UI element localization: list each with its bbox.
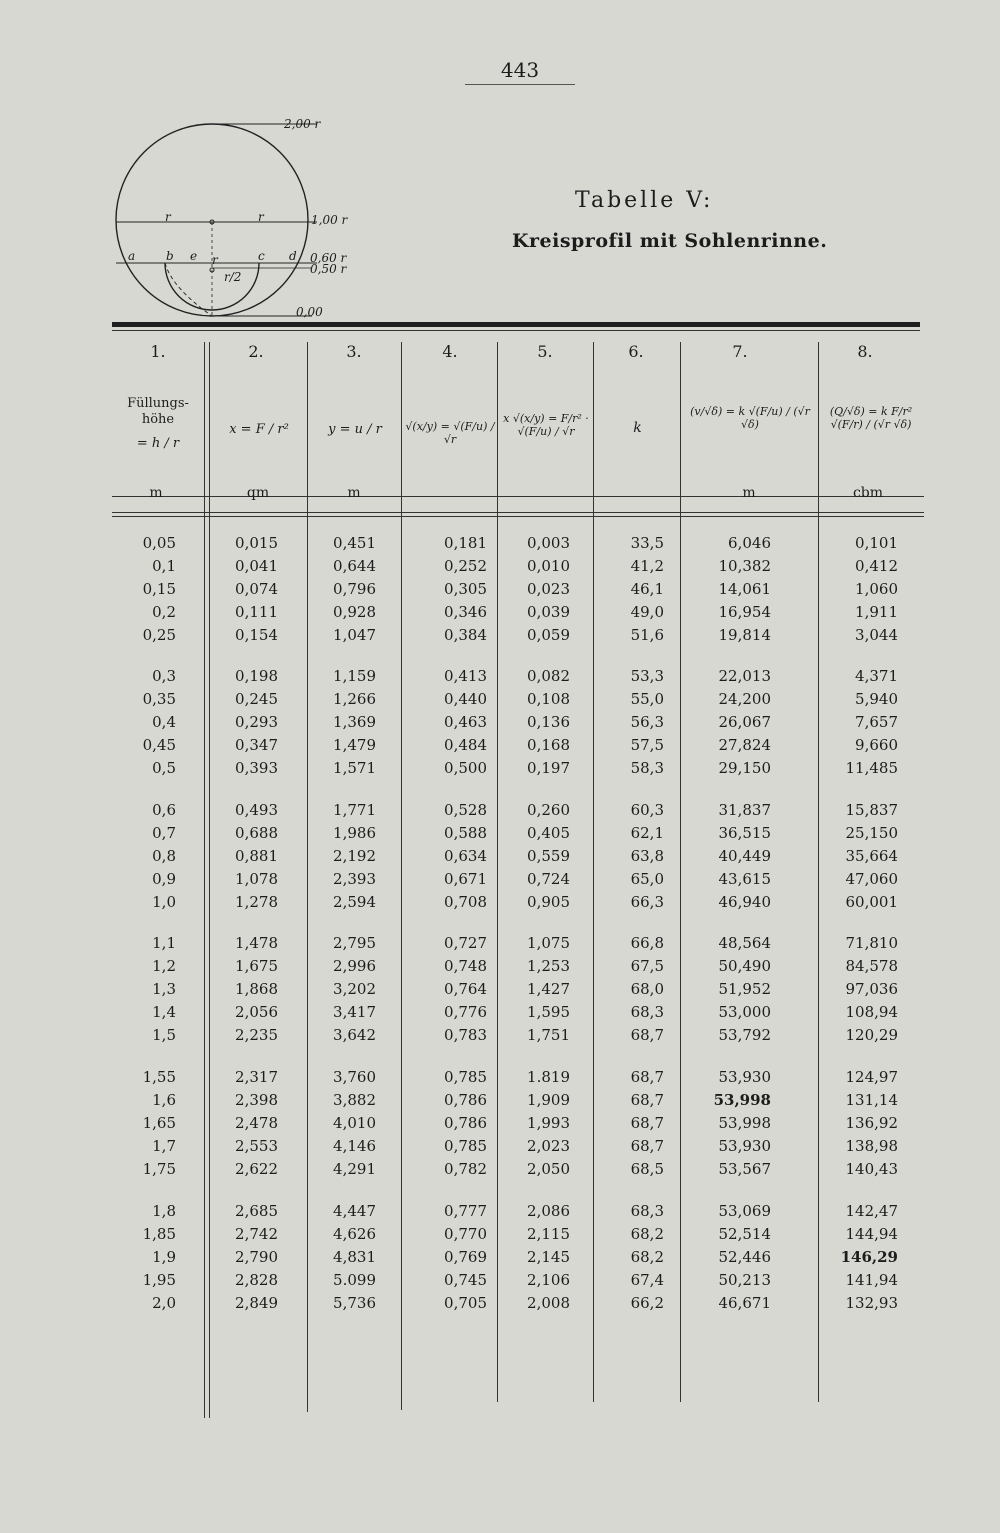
table-cell: 4,831	[333, 1248, 376, 1266]
table-subtitle: Kreisprofil mit Sohlenrinne.	[512, 230, 828, 252]
label-r-left: r	[165, 210, 171, 224]
table-cell: 51,6	[630, 626, 664, 644]
table-cell: 0,111	[235, 603, 278, 621]
table-cell: 0,347	[235, 736, 278, 754]
label-c: c	[258, 249, 265, 263]
table-cell: 0,384	[444, 626, 487, 644]
table-top-rule	[112, 322, 920, 327]
table-cell: 0,108	[527, 690, 570, 708]
column-4-formula: √(x/y) = √(F/u) / √r	[405, 420, 495, 446]
table-cell: 0,101	[855, 534, 898, 552]
table-cell: 26,067	[718, 713, 771, 731]
table-cell: 2,056	[235, 1003, 278, 1021]
label-r-small: r	[212, 253, 218, 267]
table-cell: 3,882	[333, 1091, 376, 1109]
table-cell: 50,213	[718, 1271, 771, 1289]
table-top-thin-rule	[112, 330, 920, 331]
table-cell: 2,795	[333, 934, 376, 952]
table-cell: 1,078	[235, 870, 278, 888]
table-cell: 0,776	[444, 1003, 487, 1021]
table-cell: 67,5	[630, 957, 664, 975]
label-e: e	[190, 249, 198, 263]
table-cell: 0,023	[527, 580, 570, 598]
table-cell: 66,3	[630, 893, 664, 911]
table-cell: 0,6	[152, 801, 176, 819]
table-cell: 29,150	[718, 759, 771, 777]
table-cell: 2,050	[527, 1160, 570, 1178]
table-cell: 2,393	[333, 870, 376, 888]
table-cell: 0,010	[527, 557, 570, 575]
column-number-2: 2.	[248, 342, 264, 361]
table-cell: 136,92	[845, 1114, 898, 1132]
table-cell: 53,998	[713, 1091, 771, 1109]
column-2-formula: x = F / r²	[229, 422, 289, 437]
table-cell: 53,000	[718, 1003, 771, 1021]
table-cell: 0,25	[142, 626, 176, 644]
table-cell: 7,657	[855, 713, 898, 731]
column-number-4: 4.	[442, 342, 458, 361]
table-cell: 3,044	[855, 626, 898, 644]
table-cell: 56,3	[630, 713, 664, 731]
table-cell: 0,634	[444, 847, 487, 865]
table-cell: 1,771	[333, 801, 376, 819]
table-cell: 71,810	[845, 934, 898, 952]
table-cell: 52,446	[718, 1248, 771, 1266]
table-cell: 2,685	[235, 1202, 278, 1220]
table-cell: 51,952	[718, 980, 771, 998]
table-cell: 40,449	[718, 847, 771, 865]
column-number-7: 7.	[732, 342, 748, 361]
table-cell: 2,145	[527, 1248, 570, 1266]
table-cell: 1,95	[142, 1271, 176, 1289]
table-cell: 68,2	[630, 1225, 664, 1243]
table-cell: 0,440	[444, 690, 487, 708]
column-number-1: 1.	[150, 342, 166, 361]
table-cell: 1,675	[235, 957, 278, 975]
column-number-6: 6.	[628, 342, 644, 361]
table-cell: 2,192	[333, 847, 376, 865]
table-cell: 3,417	[333, 1003, 376, 1021]
table-cell: 0,168	[527, 736, 570, 754]
table-cell: 0,074	[235, 580, 278, 598]
table-cell: 22,013	[718, 667, 771, 685]
table-cell: 4,626	[333, 1225, 376, 1243]
table-cell: 25,150	[845, 824, 898, 842]
table-cell: 1,85	[142, 1225, 176, 1243]
table-cell: 0,881	[235, 847, 278, 865]
table-cell: 9,660	[855, 736, 898, 754]
table-cell: 1,7	[152, 1137, 176, 1155]
table-cell: 27,824	[718, 736, 771, 754]
table-cell: 0,3	[152, 667, 176, 685]
table-cell: 2,790	[235, 1248, 278, 1266]
table-cell: 68,7	[630, 1114, 664, 1132]
table-cell: 0,197	[527, 759, 570, 777]
table-cell: 3,202	[333, 980, 376, 998]
table-cell: 1.819	[527, 1068, 570, 1086]
table-cell: 1,4	[152, 1003, 176, 1021]
table-cell: 0,5	[152, 759, 176, 777]
table-cell: 62,1	[630, 824, 664, 842]
column-1-label-line1: Füllungs-	[127, 396, 189, 411]
table-cell: 15,837	[845, 801, 898, 819]
table-cell: 48,564	[718, 934, 771, 952]
table-cell: 5,940	[855, 690, 898, 708]
table-cell: 55,0	[630, 690, 664, 708]
table-cell: 68,3	[630, 1202, 664, 1220]
table-cell: 0,4	[152, 713, 176, 731]
table-cell: 2,828	[235, 1271, 278, 1289]
table-cell: 0,451	[333, 534, 376, 552]
table-cell: 0,8	[152, 847, 176, 865]
table-cell: 35,664	[845, 847, 898, 865]
table-cell: 1,047	[333, 626, 376, 644]
table-cell: 0,785	[444, 1137, 487, 1155]
table-cell: 0,484	[444, 736, 487, 754]
table-cell: 68,7	[630, 1137, 664, 1155]
table-cell: 2,317	[235, 1068, 278, 1086]
table-cell: 19,814	[718, 626, 771, 644]
table-cell: 2,622	[235, 1160, 278, 1178]
table-cell: 16,954	[718, 603, 771, 621]
table-cell: 4,371	[855, 667, 898, 685]
table-cell: 1,3	[152, 980, 176, 998]
table-cell: 24,200	[718, 690, 771, 708]
table-cell: 1,911	[855, 603, 898, 621]
table-cell: 0,777	[444, 1202, 487, 1220]
table-cell: 4,291	[333, 1160, 376, 1178]
table-cell: 57,5	[630, 736, 664, 754]
table-cell: 49,0	[630, 603, 664, 621]
table-cell: 2,996	[333, 957, 376, 975]
table-cell: 53,792	[718, 1026, 771, 1044]
table-cell: 1,8	[152, 1202, 176, 1220]
column-1-label-line2: höhe	[141, 412, 175, 427]
table-cell: 36,515	[718, 824, 771, 842]
table-cell: 144,94	[845, 1225, 898, 1243]
table-cell: 68,7	[630, 1068, 664, 1086]
table-cell: 0,493	[235, 801, 278, 819]
column-3-formula: y = u / r	[328, 422, 382, 437]
table-cell: 65,0	[630, 870, 664, 888]
table-cell: 1,253	[527, 957, 570, 975]
table-cell: 1,751	[527, 1026, 570, 1044]
table-cell: 0,7	[152, 824, 176, 842]
table-cell: 0,463	[444, 713, 487, 731]
table-cell: 68,5	[630, 1160, 664, 1178]
table-cell: 2,478	[235, 1114, 278, 1132]
table-cell: 0,769	[444, 1248, 487, 1266]
table-cell: 0,671	[444, 870, 487, 888]
table-cell: 5,736	[333, 1294, 376, 1312]
table-cell: 97,036	[845, 980, 898, 998]
table-cell: 0,039	[527, 603, 570, 621]
table-cell: 0,405	[527, 824, 570, 842]
table-cell: 0,015	[235, 534, 278, 552]
table-cell: 1,986	[333, 824, 376, 842]
table-cell: 0,245	[235, 690, 278, 708]
table-cell: 46,1	[630, 580, 664, 598]
table-cell: 0,9	[152, 870, 176, 888]
table-cell: 0,252	[444, 557, 487, 575]
table-cell: 0,45	[142, 736, 176, 754]
table-cell: 0,35	[142, 690, 176, 708]
table-cell: 1,65	[142, 1114, 176, 1132]
label-1-00r: 1,00 r	[311, 213, 348, 227]
table-cell: 60,001	[845, 893, 898, 911]
table-cell: 60,3	[630, 801, 664, 819]
label-r-right: r	[258, 210, 264, 224]
table-cell: 1,993	[527, 1114, 570, 1132]
table-cell: 43,615	[718, 870, 771, 888]
table-cell: 58,3	[630, 759, 664, 777]
table-cell: 0,500	[444, 759, 487, 777]
table-cell: 0,082	[527, 667, 570, 685]
table-cell: 0,346	[444, 603, 487, 621]
column-7-formula: (v/√δ) = k √(F/u) / (√r √δ)	[690, 405, 810, 431]
table-cell: 0,528	[444, 801, 487, 819]
table-cell: 1,159	[333, 667, 376, 685]
table-cell: 0,708	[444, 893, 487, 911]
table-cell: 0,928	[333, 603, 376, 621]
table-cell: 108,94	[845, 1003, 898, 1021]
table-cell: 41,2	[630, 557, 664, 575]
table-cell: 0,059	[527, 626, 570, 644]
table-cell: 0,412	[855, 557, 898, 575]
column-3-unit: m	[347, 485, 361, 501]
table-cell: 2,849	[235, 1294, 278, 1312]
table-cell: 1,075	[527, 934, 570, 952]
table-cell: 140,43	[845, 1160, 898, 1178]
label-2-00r: 2,00 r	[284, 117, 321, 131]
table-cell: 2,235	[235, 1026, 278, 1044]
table-cell: 0,198	[235, 667, 278, 685]
table-cell: 0,905	[527, 893, 570, 911]
table-cell: 66,8	[630, 934, 664, 952]
table-cell: 53,930	[718, 1068, 771, 1086]
table-cell: 63,8	[630, 847, 664, 865]
column-number-5: 5.	[537, 342, 553, 361]
table-cell: 0,764	[444, 980, 487, 998]
table-cell: 4,146	[333, 1137, 376, 1155]
table-cell: 1,060	[855, 580, 898, 598]
table-cell: 0,136	[527, 713, 570, 731]
table-cell: 0,154	[235, 626, 278, 644]
table-cell: 50,490	[718, 957, 771, 975]
table-cell: 0,724	[527, 870, 570, 888]
table-cell: 0,559	[527, 847, 570, 865]
table-cell: 53,567	[718, 1160, 771, 1178]
table-cell: 2,106	[527, 1271, 570, 1289]
table-cell: 5.099	[333, 1271, 376, 1289]
column-number-8: 8.	[857, 342, 873, 361]
table-cell: 33,5	[630, 534, 664, 552]
table-cell: 0,1	[152, 557, 176, 575]
table-cell: 53,3	[630, 667, 664, 685]
table-cell: 142,47	[845, 1202, 898, 1220]
table-cell: 84,578	[845, 957, 898, 975]
table-cell: 0,05	[142, 534, 176, 552]
table-cell: 1,55	[142, 1068, 176, 1086]
label-0-60r: 0,60 r	[310, 251, 347, 265]
table-cell: 2,742	[235, 1225, 278, 1243]
table-cell: 131,14	[845, 1091, 898, 1109]
table-cell: 0,748	[444, 957, 487, 975]
table-cell: 0,727	[444, 934, 487, 952]
table-cell: 46,940	[718, 893, 771, 911]
label-0-50r: 0,50 r	[310, 262, 347, 276]
column-8-formula: (Q/√δ) = k F/r² √(F/r) / (√r √δ)	[829, 405, 913, 431]
table-cell: 53,069	[718, 1202, 771, 1220]
table-cell: 0,293	[235, 713, 278, 731]
table-cell: 1,0	[152, 893, 176, 911]
table-cell: 68,2	[630, 1248, 664, 1266]
table-cell: 1,1	[152, 934, 176, 952]
table-cell: 1,9	[152, 1248, 176, 1266]
table-cell: 1,75	[142, 1160, 176, 1178]
table-cell: 2,023	[527, 1137, 570, 1155]
page-number: 443	[500, 58, 540, 82]
table-title: Tabelle V:	[575, 188, 714, 213]
table-cell: 120,29	[845, 1026, 898, 1044]
table-cell: 2,398	[235, 1091, 278, 1109]
label-d: d	[289, 249, 297, 263]
table-cell: 2,594	[333, 893, 376, 911]
table-cell: 0,305	[444, 580, 487, 598]
table-cell: 2,115	[527, 1225, 570, 1243]
table-cell: 2,0	[152, 1294, 176, 1312]
table-cell: 0,260	[527, 801, 570, 819]
table-cell: 1,909	[527, 1091, 570, 1109]
column-5-formula: x √(x/y) = F/r² · √(F/u) / √r	[503, 412, 589, 438]
table-cell: 1,266	[333, 690, 376, 708]
table-cell: 1,2	[152, 957, 176, 975]
label-0-00: 0,00	[296, 305, 323, 319]
table-cell: 52,514	[718, 1225, 771, 1243]
table-cell: 0,785	[444, 1068, 487, 1086]
label-b: b	[166, 249, 174, 263]
table-cell: 1,595	[527, 1003, 570, 1021]
table-cell: 0,782	[444, 1160, 487, 1178]
table-cell: 1,478	[235, 934, 278, 952]
header-rule-3	[112, 516, 924, 517]
table-cell: 1,278	[235, 893, 278, 911]
table-cell: 68,0	[630, 980, 664, 998]
table-cell: 132,93	[845, 1294, 898, 1312]
table-cell: 0,413	[444, 667, 487, 685]
table-cell: 124,97	[845, 1068, 898, 1086]
table-cell: 46,671	[718, 1294, 771, 1312]
column-2-unit: qm	[246, 485, 270, 501]
table-cell: 0,783	[444, 1026, 487, 1044]
table-cell: 1,369	[333, 713, 376, 731]
page-number-rule	[465, 84, 575, 85]
label-a: a	[128, 249, 136, 263]
table-cell: 68,7	[630, 1026, 664, 1044]
label-r-half: r/2	[224, 270, 242, 284]
table-cell: 11,485	[845, 759, 898, 777]
column-number-3: 3.	[346, 342, 362, 361]
table-cell: 0,181	[444, 534, 487, 552]
table-cell: 0,770	[444, 1225, 487, 1243]
table-cell: 53,930	[718, 1137, 771, 1155]
table-cell: 0,588	[444, 824, 487, 842]
table-cell: 66,2	[630, 1294, 664, 1312]
table-cell: 68,7	[630, 1091, 664, 1109]
table-cell: 53,998	[718, 1114, 771, 1132]
table-cell: 68,3	[630, 1003, 664, 1021]
table-cell: 1,427	[527, 980, 570, 998]
table-cell: 146,29	[840, 1248, 898, 1266]
table-cell: 0,15	[142, 580, 176, 598]
table-cell: 141,94	[845, 1271, 898, 1289]
table-cell: 2,086	[527, 1202, 570, 1220]
table-cell: 2,008	[527, 1294, 570, 1312]
table-cell: 1,5	[152, 1026, 176, 1044]
table-cell: 10,382	[718, 557, 771, 575]
table-cell: 0,644	[333, 557, 376, 575]
table-cell: 1,571	[333, 759, 376, 777]
column-1-unit: m	[149, 485, 163, 501]
table-cell: 3,760	[333, 1068, 376, 1086]
table-cell: 4,447	[333, 1202, 376, 1220]
column-8-unit: cbm	[852, 485, 884, 501]
table-cell: 47,060	[845, 870, 898, 888]
table-cell: 0,393	[235, 759, 278, 777]
header-rule-2	[112, 512, 924, 513]
table-cell: 0,796	[333, 580, 376, 598]
table-cell: 138,98	[845, 1137, 898, 1155]
table-cell: 0,786	[444, 1091, 487, 1109]
table-cell: 14,061	[718, 580, 771, 598]
column-7-unit: m	[742, 485, 756, 501]
table-cell: 4,010	[333, 1114, 376, 1132]
table-cell: 0,705	[444, 1294, 487, 1312]
table-cell: 3,642	[333, 1026, 376, 1044]
table-cell: 67,4	[630, 1271, 664, 1289]
table-cell: 0,2	[152, 603, 176, 621]
table-cell: 31,837	[718, 801, 771, 819]
table-cell: 0,688	[235, 824, 278, 842]
table-cell: 0,786	[444, 1114, 487, 1132]
table-cell: 0,041	[235, 557, 278, 575]
table-cell: 6,046	[728, 534, 771, 552]
column-6-formula: k	[633, 420, 642, 436]
table-cell: 1,6	[152, 1091, 176, 1109]
table-cell: 0,745	[444, 1271, 487, 1289]
table-cell: 1,479	[333, 736, 376, 754]
column-1-formula: = h / r	[136, 436, 180, 451]
table-cell: 1,868	[235, 980, 278, 998]
table-cell: 2,553	[235, 1137, 278, 1155]
table-cell: 0,003	[527, 534, 570, 552]
